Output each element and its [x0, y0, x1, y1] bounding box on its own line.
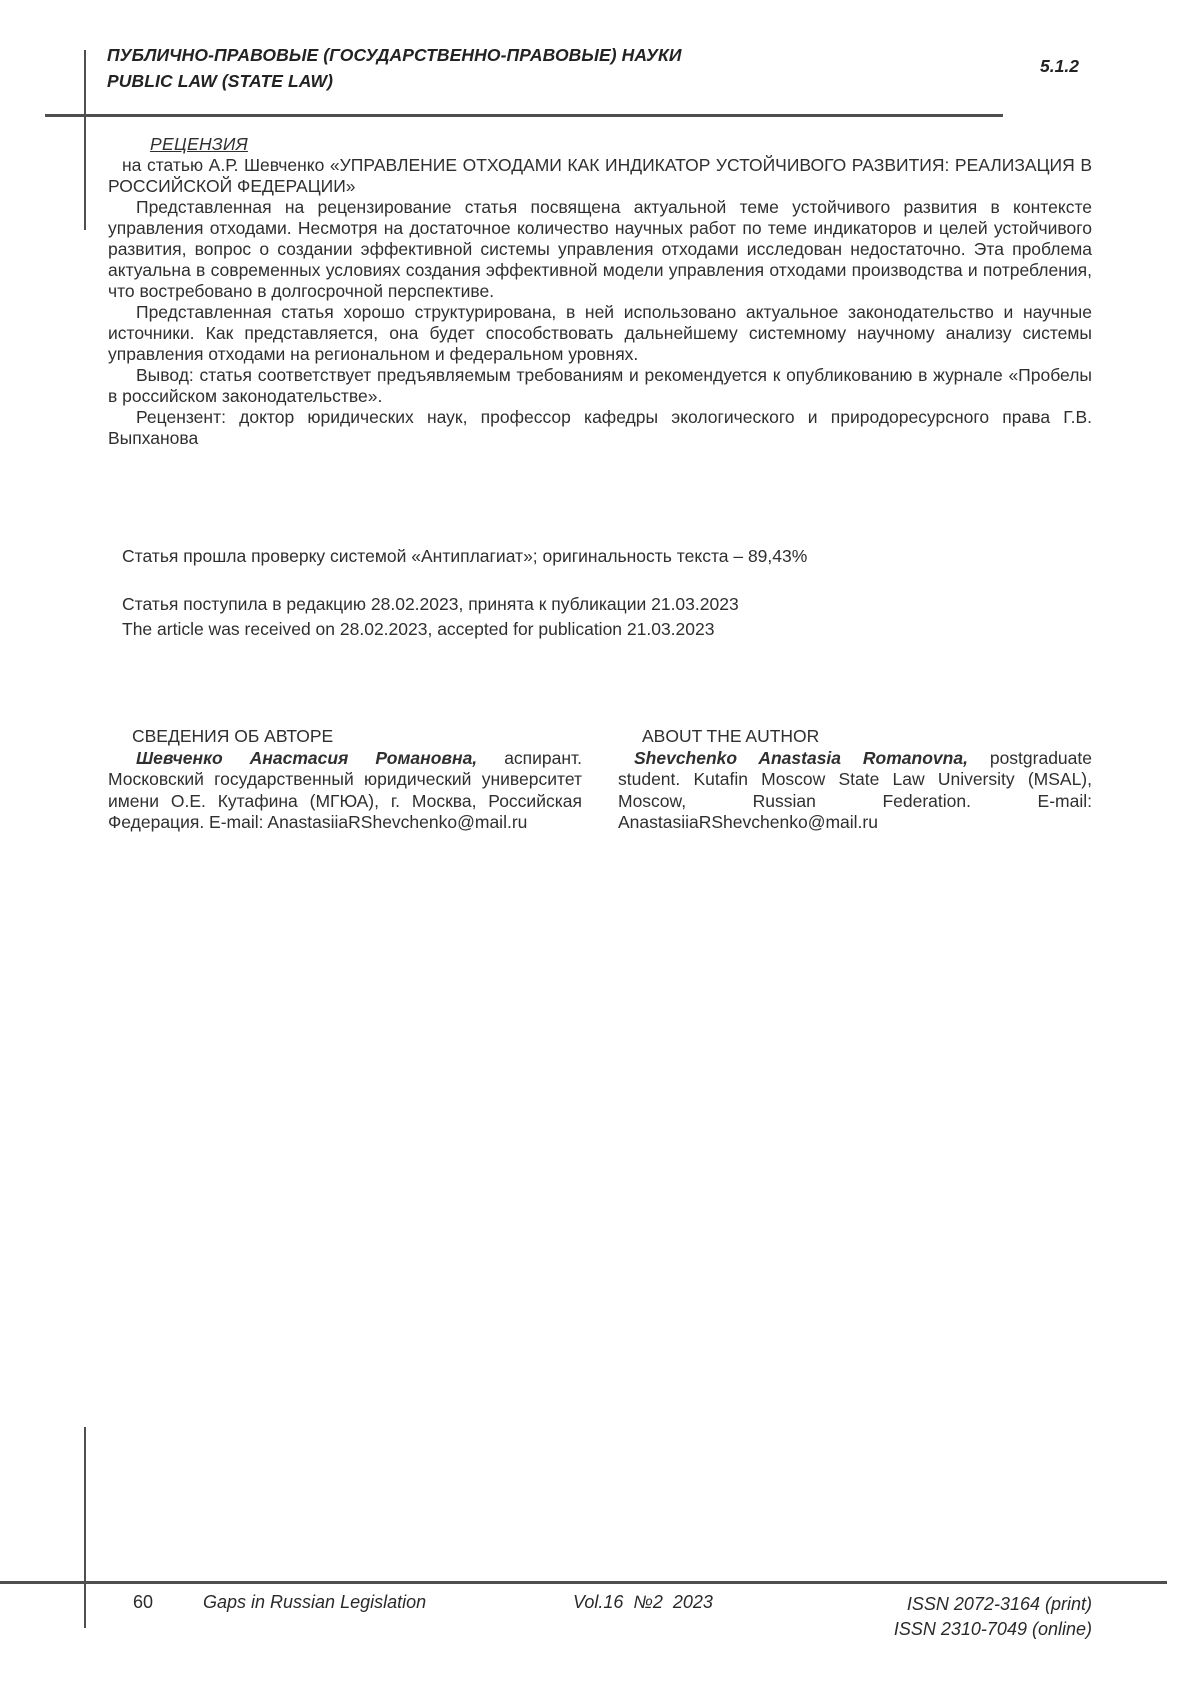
footer-page-number: 60: [133, 1592, 154, 1612]
section-number: 5.1.2: [1040, 56, 1079, 76]
author-info-ru: [108, 726, 582, 834]
review-paragraph: Представленная на рецензирование статья посвящена актуальной теме устойчивого развития в контексте управления отходами. Несмотря на достаточное количество научных работ по теме индикаторов и целей устойчивого развития, вопрос о создании эффективной системы управления отходами исследован недостаточно. Эта проблема актуальна в современных условиях создания эффективной модели управления отходами производства и потребления, что востребовано в долгосрочной перспективе.: [108, 197, 1092, 301]
header-rule: [45, 114, 1003, 117]
review-subject: на статью А.Р. Шевченко «УПРАВЛЕНИЕ ОТХОДАМИ КАК ИНДИКАТОР УСТОЙЧИВОГО РАЗВИТИЯ: РЕАЛИЗАЦИЯ В РОССИЙСКОЙ ФЕДЕРАЦИИ»: [108, 155, 1092, 196]
author-heading-ru: СВЕДЕНИЯ ОБ АВТОРЕ: [132, 726, 334, 746]
left-margin-rule-bottom: [84, 1427, 86, 1628]
header-title-en: PUBLIC LAW (STATE LAW): [107, 71, 334, 91]
date-received-en: The article was received on 28.02.2023, accepted for publication 21.03.2023: [122, 619, 715, 639]
plagiarism-note: Статья прошла проверку системой «Антиплагиат»; оригинальность текста – 89,43%: [122, 546, 808, 566]
author-details-en: postgraduate student. Kutafin Moscow State Law University (MSAL), Moscow, Russian Federation. E-mail: AnastasiiaRShevchenko@mail.ru: [618, 747, 1092, 832]
review-paragraph: Представленная статья хорошо структурирована, в ней использовано актуальное законодательство и научные источники. Как представляется, она будет способствовать дальнейшему системному научному анализу системы управления отходами на региональном и федеральном уровнях.: [108, 302, 1092, 364]
review-section: [108, 134, 1092, 449]
page-header: [107, 42, 682, 94]
review-paragraph-reviewer: Рецензент: доктор юридических наук, профессор кафедры экологического и природоресурсного права Г.В. Выпханова: [108, 407, 1092, 448]
author-info-block: [108, 726, 1092, 834]
author-name-ru: Шевченко Анастасия Романовна,: [136, 747, 478, 768]
footer-rule: [0, 1581, 1167, 1584]
review-paragraph-conclusion: Вывод: статья соответствует предъявляемым требованиям и рекомендуется к опубликованию в журнале «Пробелы в российском законодательстве».: [108, 365, 1092, 406]
footer-volume-issue: Vol.16 №2 2023: [573, 1592, 713, 1612]
author-heading-en: ABOUT THE AUTHOR: [642, 726, 820, 746]
left-margin-rule-top: [84, 50, 86, 230]
footer-issn: [894, 1592, 1092, 1642]
review-heading: РЕЦЕНЗИЯ: [150, 134, 248, 154]
author-paragraph-ru: [108, 748, 582, 834]
author-paragraph-en: [618, 748, 1092, 834]
author-info-en: [618, 726, 1092, 834]
author-name-en: Shevchenko Anastasia Romanovna,: [634, 747, 968, 768]
footer-journal-title: Gaps in Russian Legislation: [203, 1592, 427, 1612]
article-dates: [122, 592, 739, 642]
footer-issn-print: ISSN 2072-3164 (print): [906, 1594, 1092, 1614]
footer-issn-online: ISSN 2310-7049 (online): [893, 1619, 1092, 1639]
header-title-ru: ПУБЛИЧНО-ПРАВОВЫЕ (ГОСУДАРСТВЕННО-ПРАВОВЫЕ) НАУКИ: [107, 45, 682, 65]
author-details-ru: аспирант. Московский государственный юридический университет имени О.Е. Кутафина (МГЮА), г. Москва, Российская Федерация. E-mail: AnastasiiaRShevchenko@mail.ru: [108, 747, 582, 832]
date-received-ru: Статья поступила в редакцию 28.02.2023, принята к публикации 21.03.2023: [122, 594, 739, 614]
